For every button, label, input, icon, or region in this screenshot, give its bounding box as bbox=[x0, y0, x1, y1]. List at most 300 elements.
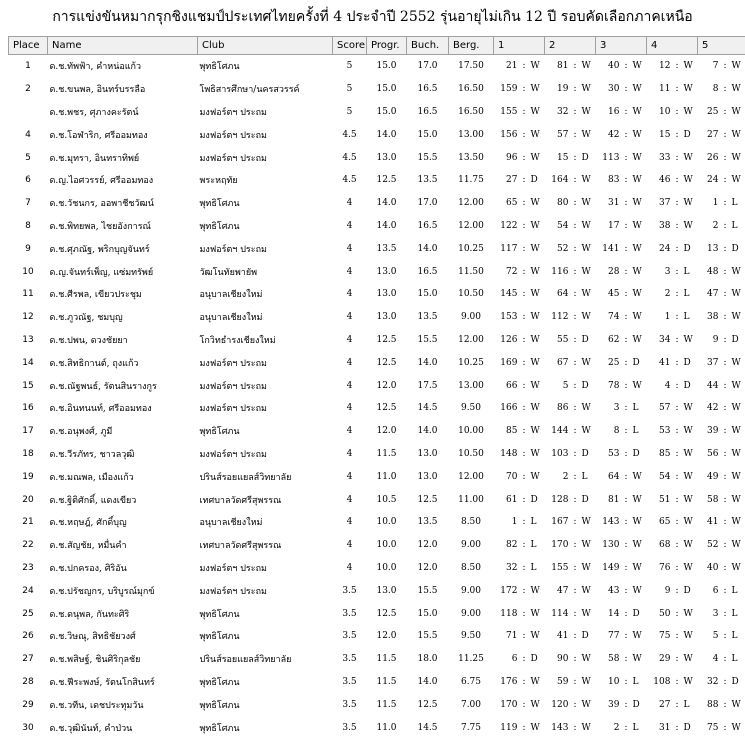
game-result: W bbox=[581, 654, 591, 665]
game-result: W bbox=[530, 84, 540, 95]
round-5-result-cell bbox=[698, 260, 745, 283]
round-1-result-cell bbox=[494, 374, 545, 397]
round-1-result-cell bbox=[494, 351, 545, 374]
round-3-result-cell bbox=[596, 397, 647, 420]
round-4-result-cell bbox=[647, 420, 698, 443]
table-row[interactable] bbox=[9, 511, 745, 534]
round-4-result-cell bbox=[647, 78, 698, 101]
opponent-number: 34 bbox=[659, 334, 671, 345]
progr-cell: 12.5 bbox=[376, 334, 397, 345]
opponent-number: 57 bbox=[659, 403, 671, 414]
opponent-number: 143 bbox=[602, 517, 620, 528]
berg-cell: 10.50 bbox=[458, 289, 484, 300]
opponent-number: 56 bbox=[707, 448, 719, 459]
round-3-result-cell bbox=[596, 443, 647, 466]
buch-cell: 14.0 bbox=[417, 357, 438, 368]
result-separator: : bbox=[573, 654, 577, 665]
opponent-number: 113 bbox=[602, 152, 620, 163]
opponent-number: 130 bbox=[602, 540, 620, 551]
opponent-number: 148 bbox=[500, 448, 518, 459]
player-name-cell: ด.ช.วัชนกร, ออพาชีชวัฒน์ bbox=[49, 199, 154, 210]
round-2-result-cell bbox=[545, 420, 596, 443]
table-row[interactable] bbox=[9, 465, 745, 488]
game-result: W bbox=[683, 608, 693, 619]
opponent-number: 117 bbox=[500, 243, 518, 254]
round-3-result-cell bbox=[596, 374, 647, 397]
result-separator: : bbox=[573, 312, 577, 323]
table-row[interactable] bbox=[9, 215, 745, 238]
berg-cell: 7.00 bbox=[460, 699, 482, 710]
game-result: W bbox=[530, 722, 540, 733]
table-row[interactable] bbox=[9, 443, 745, 466]
opponent-number: 122 bbox=[500, 220, 518, 231]
result-separator: : bbox=[675, 61, 679, 72]
table-row[interactable] bbox=[9, 351, 745, 374]
opponent-number: 38 bbox=[707, 312, 719, 323]
berg-cell: 7.75 bbox=[460, 722, 482, 733]
opponent-number: 119 bbox=[500, 722, 518, 733]
opponent-number: 141 bbox=[602, 243, 620, 254]
round-2-result-cell bbox=[545, 260, 596, 283]
game-result: W bbox=[683, 152, 693, 163]
game-result: D bbox=[632, 699, 640, 710]
player-name-cell: ด.ช.ปรัชญกร, บริบูรณ์มุกข์ bbox=[49, 586, 155, 597]
table-row[interactable] bbox=[9, 716, 745, 739]
game-result: W bbox=[683, 517, 693, 528]
club-cell: มงฟอร์ตฯ ประถม bbox=[199, 449, 267, 460]
opponent-number: 6 bbox=[511, 654, 518, 665]
result-separator: : bbox=[624, 198, 628, 209]
opponent-number: 11 bbox=[659, 84, 671, 95]
progr-cell: 13.0 bbox=[376, 585, 397, 596]
opponent-number: 164 bbox=[551, 175, 569, 186]
round-3-result-cell bbox=[596, 192, 647, 215]
game-result: D bbox=[581, 380, 589, 391]
result-separator: : bbox=[522, 654, 526, 665]
progr-cell: 12.5 bbox=[376, 357, 397, 368]
game-result: W bbox=[632, 266, 642, 277]
game-result: W bbox=[683, 676, 693, 687]
opponent-number: 38 bbox=[659, 220, 671, 231]
result-separator: : bbox=[624, 266, 628, 277]
opponent-number: 80 bbox=[557, 198, 569, 209]
table-row[interactable] bbox=[9, 374, 745, 397]
buch-cell: 13.0 bbox=[417, 448, 438, 459]
result-separator: : bbox=[624, 722, 628, 733]
table-row[interactable] bbox=[9, 55, 745, 78]
progr-cell: 11.5 bbox=[376, 699, 397, 710]
score-cell: 3.5 bbox=[342, 585, 357, 596]
result-separator: : bbox=[624, 562, 628, 573]
game-result: L bbox=[731, 585, 738, 596]
result-separator: : bbox=[675, 152, 679, 163]
result-separator: : bbox=[522, 380, 526, 391]
table-row[interactable] bbox=[9, 648, 745, 671]
opponent-number: 27 bbox=[659, 699, 671, 710]
round-5-result-cell bbox=[698, 602, 745, 625]
score-cell: 4 bbox=[346, 426, 353, 437]
col-header-round-4[interactable]: 4 bbox=[647, 37, 698, 55]
round-2-result-cell bbox=[545, 78, 596, 101]
result-separator: : bbox=[573, 517, 577, 528]
game-result: W bbox=[683, 175, 693, 186]
result-separator: : bbox=[624, 517, 628, 528]
table-row[interactable] bbox=[9, 123, 745, 146]
result-separator: : bbox=[522, 334, 526, 345]
player-name-cell: ด.ช.ขนพล, อินทร์บรรลือ bbox=[49, 85, 146, 96]
result-separator: : bbox=[522, 357, 526, 368]
round-5-result-cell bbox=[698, 488, 745, 511]
round-3-result-cell bbox=[596, 511, 647, 534]
result-separator: : bbox=[573, 722, 577, 733]
game-result: W bbox=[530, 312, 540, 323]
opponent-number: 31 bbox=[659, 722, 671, 733]
opponent-number: 72 bbox=[506, 266, 518, 277]
game-result: W bbox=[581, 220, 591, 231]
round-2-result-cell bbox=[545, 374, 596, 397]
result-separator: : bbox=[675, 426, 679, 437]
game-result: W bbox=[731, 562, 741, 573]
place-cell: 5 bbox=[25, 152, 31, 163]
game-result: W bbox=[632, 471, 642, 482]
round-2-result-cell bbox=[545, 534, 596, 557]
game-result: W bbox=[731, 312, 741, 323]
col-header-name[interactable]: Name bbox=[48, 37, 198, 55]
table-row[interactable] bbox=[9, 671, 745, 694]
berg-cell: 12.00 bbox=[458, 220, 484, 231]
score-cell: 4 bbox=[346, 562, 353, 573]
result-separator: : bbox=[522, 312, 526, 323]
place-cell: 29 bbox=[22, 699, 34, 710]
result-separator: : bbox=[675, 403, 679, 414]
opponent-number: 32 bbox=[506, 562, 518, 573]
page-title: การแข่งขันหมากรุกชิงแชมป์ประเทศไทยครั้งที่ 4 ประจำปี 2552 รุ่นอายุไม่เกิน 12 ปี รอบคัดเลือกภาคเหนือ bbox=[52, 9, 693, 25]
game-result: W bbox=[632, 84, 642, 95]
opponent-number: 59 bbox=[557, 676, 569, 687]
buch-cell: 16.5 bbox=[417, 266, 438, 277]
buch-cell: 16.5 bbox=[417, 220, 438, 231]
result-separator: : bbox=[573, 471, 577, 482]
round-4-result-cell bbox=[647, 55, 698, 78]
opponent-number: 68 bbox=[659, 540, 671, 551]
col-header-club[interactable]: Club bbox=[198, 37, 333, 55]
player-name-cell: ด.ช.พชร, ศุภางคะรัตน์ bbox=[49, 107, 139, 118]
opponent-number: 126 bbox=[500, 334, 518, 345]
opponent-number: 88 bbox=[707, 699, 719, 710]
progr-cell: 12.5 bbox=[376, 175, 397, 186]
round-3-result-cell bbox=[596, 351, 647, 374]
result-separator: : bbox=[522, 699, 526, 710]
result-separator: : bbox=[522, 517, 526, 528]
round-5-result-cell bbox=[698, 397, 745, 420]
progr-cell: 13.0 bbox=[376, 266, 397, 277]
result-separator: : bbox=[675, 106, 679, 117]
game-result: L bbox=[530, 540, 537, 551]
opponent-number: 64 bbox=[557, 289, 569, 300]
table-row[interactable] bbox=[9, 260, 745, 283]
game-result: W bbox=[581, 357, 591, 368]
place-cell: 30 bbox=[22, 722, 34, 733]
player-name-cell: ด.ช.วุฒินันท์, คำป่วน bbox=[49, 723, 133, 734]
round-2-result-cell bbox=[545, 443, 596, 466]
table-row[interactable] bbox=[9, 101, 745, 124]
table-row[interactable] bbox=[9, 534, 745, 557]
round-2-result-cell bbox=[545, 648, 596, 671]
game-result: W bbox=[530, 289, 540, 300]
berg-cell: 6.75 bbox=[460, 676, 482, 687]
player-name-cell: ด.ช.พสิษฐ์, ชินศิริกุลชัย bbox=[49, 655, 141, 666]
table-row[interactable] bbox=[9, 283, 745, 306]
result-separator: : bbox=[522, 220, 526, 231]
opponent-number: 49 bbox=[707, 471, 719, 482]
club-cell: มงฟอร์ตฯ ประถม bbox=[199, 586, 267, 597]
result-separator: : bbox=[573, 289, 577, 300]
score-cell: 4 bbox=[346, 448, 353, 459]
score-cell: 4 bbox=[346, 471, 353, 482]
result-separator: : bbox=[522, 471, 526, 482]
game-result: W bbox=[731, 175, 741, 186]
result-separator: : bbox=[573, 357, 577, 368]
game-result: D bbox=[683, 722, 691, 733]
place-cell: 22 bbox=[22, 540, 34, 551]
game-result: W bbox=[581, 676, 591, 687]
game-result: W bbox=[731, 540, 741, 551]
player-name-cell: ด.ช.พิทยพล, ไชยอังการณ์ bbox=[49, 221, 151, 232]
game-result: L bbox=[731, 220, 738, 231]
game-result: D bbox=[731, 243, 739, 254]
progr-cell: 14.0 bbox=[376, 220, 397, 231]
buch-cell: 12.0 bbox=[417, 540, 438, 551]
game-result: W bbox=[683, 84, 693, 95]
game-result: D bbox=[530, 654, 538, 665]
result-separator: : bbox=[675, 357, 679, 368]
round-3-result-cell bbox=[596, 101, 647, 124]
berg-cell: 9.00 bbox=[460, 312, 482, 323]
table-row[interactable] bbox=[9, 397, 745, 420]
result-separator: : bbox=[573, 631, 577, 642]
round-2-result-cell bbox=[545, 192, 596, 215]
result-separator: : bbox=[624, 448, 628, 459]
col-header-score[interactable]: Score bbox=[333, 37, 367, 55]
result-separator: : bbox=[624, 84, 628, 95]
opponent-number: 25 bbox=[608, 357, 620, 368]
opponent-number: 43 bbox=[608, 585, 620, 596]
round-1-result-cell bbox=[494, 78, 545, 101]
game-result: W bbox=[581, 266, 591, 277]
col-header-round-5[interactable]: 5 bbox=[698, 37, 745, 55]
col-header-round-1[interactable]: 1 bbox=[494, 37, 545, 55]
table-row[interactable] bbox=[9, 169, 745, 192]
result-separator: : bbox=[624, 471, 628, 482]
buch-cell: 17.0 bbox=[417, 198, 438, 209]
table-row[interactable] bbox=[9, 557, 745, 580]
place-cell: 13 bbox=[22, 334, 34, 345]
table-row[interactable] bbox=[9, 488, 745, 511]
game-result: W bbox=[581, 312, 591, 323]
result-separator: : bbox=[624, 608, 628, 619]
table-row[interactable] bbox=[9, 625, 745, 648]
round-4-result-cell bbox=[647, 283, 698, 306]
round-4-result-cell bbox=[647, 465, 698, 488]
round-4-result-cell bbox=[647, 671, 698, 694]
opponent-number: 26 bbox=[707, 152, 719, 163]
result-separator: : bbox=[522, 61, 526, 72]
player-name-cell: ด.ช.ทัพฟ้า, คำหน่อแก้ว bbox=[49, 62, 142, 73]
table-row[interactable] bbox=[9, 579, 745, 602]
game-result: W bbox=[731, 266, 741, 277]
progr-cell: 11.5 bbox=[376, 676, 397, 687]
club-cell: มงฟอร์ตฯ ประถม bbox=[199, 107, 267, 118]
round-2-result-cell bbox=[545, 146, 596, 169]
game-result: W bbox=[530, 403, 540, 414]
result-separator: : bbox=[573, 403, 577, 414]
opponent-number: 3 bbox=[712, 608, 719, 619]
round-2-result-cell bbox=[545, 55, 596, 78]
result-separator: : bbox=[723, 152, 727, 163]
game-result: W bbox=[683, 198, 693, 209]
round-2-result-cell bbox=[545, 397, 596, 420]
opponent-number: 45 bbox=[608, 289, 620, 300]
round-5-result-cell bbox=[698, 283, 745, 306]
club-cell: พุทธิโศภน bbox=[199, 632, 240, 643]
opponent-number: 33 bbox=[659, 152, 671, 163]
col-header-buch[interactable]: Buch. bbox=[407, 37, 449, 55]
place-cell: 4 bbox=[25, 129, 31, 140]
opponent-number: 32 bbox=[557, 106, 569, 117]
result-separator: : bbox=[522, 676, 526, 687]
opponent-number: 65 bbox=[659, 517, 671, 528]
game-result: W bbox=[683, 494, 693, 505]
table-row[interactable] bbox=[9, 78, 745, 101]
opponent-number: 143 bbox=[551, 722, 569, 733]
progr-cell: 15.0 bbox=[376, 106, 397, 117]
result-separator: : bbox=[522, 84, 526, 95]
result-separator: : bbox=[675, 517, 679, 528]
result-separator: : bbox=[624, 357, 628, 368]
round-4-result-cell bbox=[647, 648, 698, 671]
result-separator: : bbox=[675, 540, 679, 551]
opponent-number: 39 bbox=[608, 699, 620, 710]
round-4-result-cell bbox=[647, 260, 698, 283]
result-separator: : bbox=[675, 312, 679, 323]
player-name-cell: ด.ช.โอฬาริก, ศรีออมทอง bbox=[49, 130, 148, 141]
score-cell: 4 bbox=[346, 334, 353, 345]
game-result: W bbox=[683, 631, 693, 642]
col-header-round-3[interactable]: 3 bbox=[596, 37, 647, 55]
opponent-number: 53 bbox=[608, 448, 620, 459]
round-5-result-cell bbox=[698, 192, 745, 215]
game-result: W bbox=[632, 334, 642, 345]
result-separator: : bbox=[573, 426, 577, 437]
result-separator: : bbox=[675, 266, 679, 277]
club-cell: พระหฤทัย bbox=[199, 176, 238, 187]
club-cell: เทศบาลวัดศรีสุพรรณ bbox=[199, 541, 282, 552]
game-result: W bbox=[683, 471, 693, 482]
player-name-cell: ด.ช.สิทธิกานต์, ถุงแก้ว bbox=[49, 358, 139, 369]
opponent-number: 40 bbox=[608, 61, 620, 72]
game-result: W bbox=[731, 448, 741, 459]
place-cell: 14 bbox=[22, 357, 34, 368]
place-cell: 1 bbox=[25, 61, 31, 72]
opponent-number: 167 bbox=[551, 517, 569, 528]
result-separator: : bbox=[723, 426, 727, 437]
game-result: W bbox=[530, 198, 540, 209]
opponent-number: 58 bbox=[707, 494, 719, 505]
game-result: W bbox=[581, 426, 591, 437]
table-row[interactable] bbox=[9, 602, 745, 625]
game-result: W bbox=[530, 631, 540, 642]
table-row[interactable] bbox=[9, 192, 745, 215]
result-separator: : bbox=[723, 608, 727, 619]
round-1-result-cell bbox=[494, 55, 545, 78]
berg-cell: 16.50 bbox=[458, 106, 484, 117]
table-row[interactable] bbox=[9, 693, 745, 716]
opponent-number: 77 bbox=[608, 631, 620, 642]
result-separator: : bbox=[723, 517, 727, 528]
col-header-place[interactable]: Place bbox=[9, 37, 48, 55]
result-separator: : bbox=[573, 334, 577, 345]
score-cell: 4 bbox=[346, 517, 353, 528]
round-4-result-cell bbox=[647, 306, 698, 329]
opponent-number: 52 bbox=[707, 540, 719, 551]
round-2-result-cell bbox=[545, 351, 596, 374]
round-5-result-cell bbox=[698, 648, 745, 671]
col-header-progr[interactable]: Progr. bbox=[367, 37, 407, 55]
buch-cell: 15.5 bbox=[417, 585, 438, 596]
opponent-number: 24 bbox=[707, 175, 719, 186]
opponent-number: 90 bbox=[557, 654, 569, 665]
table-row[interactable] bbox=[9, 329, 745, 352]
game-result: W bbox=[632, 654, 642, 665]
round-5-result-cell bbox=[698, 146, 745, 169]
table-row[interactable] bbox=[9, 146, 745, 169]
place-cell: 11 bbox=[22, 289, 34, 300]
col-header-berg[interactable]: Berg. bbox=[449, 37, 494, 55]
game-result: W bbox=[581, 608, 591, 619]
table-row[interactable] bbox=[9, 420, 745, 443]
opponent-number: 9 bbox=[712, 334, 719, 345]
round-3-result-cell bbox=[596, 146, 647, 169]
club-cell: พุทธิโศภน bbox=[199, 723, 240, 734]
result-separator: : bbox=[522, 106, 526, 117]
table-row[interactable] bbox=[9, 237, 745, 260]
result-separator: : bbox=[522, 426, 526, 437]
result-separator: : bbox=[573, 676, 577, 687]
round-4-result-cell bbox=[647, 443, 698, 466]
round-4-result-cell bbox=[647, 329, 698, 352]
place-cell: 24 bbox=[22, 585, 34, 596]
round-2-result-cell bbox=[545, 488, 596, 511]
round-1-result-cell bbox=[494, 215, 545, 238]
opponent-number: 40 bbox=[707, 562, 719, 573]
game-result: W bbox=[731, 84, 741, 95]
round-3-result-cell bbox=[596, 488, 647, 511]
col-header-round-2[interactable]: 2 bbox=[545, 37, 596, 55]
result-separator: : bbox=[522, 540, 526, 551]
opponent-number: 169 bbox=[500, 357, 518, 368]
buch-cell: 13.5 bbox=[417, 312, 438, 323]
table-row[interactable] bbox=[9, 306, 745, 329]
place-cell: 27 bbox=[22, 654, 34, 665]
result-separator: : bbox=[723, 220, 727, 231]
opponent-number: 114 bbox=[551, 608, 569, 619]
round-4-result-cell bbox=[647, 169, 698, 192]
berg-cell: 9.00 bbox=[460, 540, 482, 551]
place-cell: 19 bbox=[22, 471, 34, 482]
round-4-result-cell bbox=[647, 101, 698, 124]
round-5-result-cell bbox=[698, 557, 745, 580]
opponent-number: 149 bbox=[602, 562, 620, 573]
